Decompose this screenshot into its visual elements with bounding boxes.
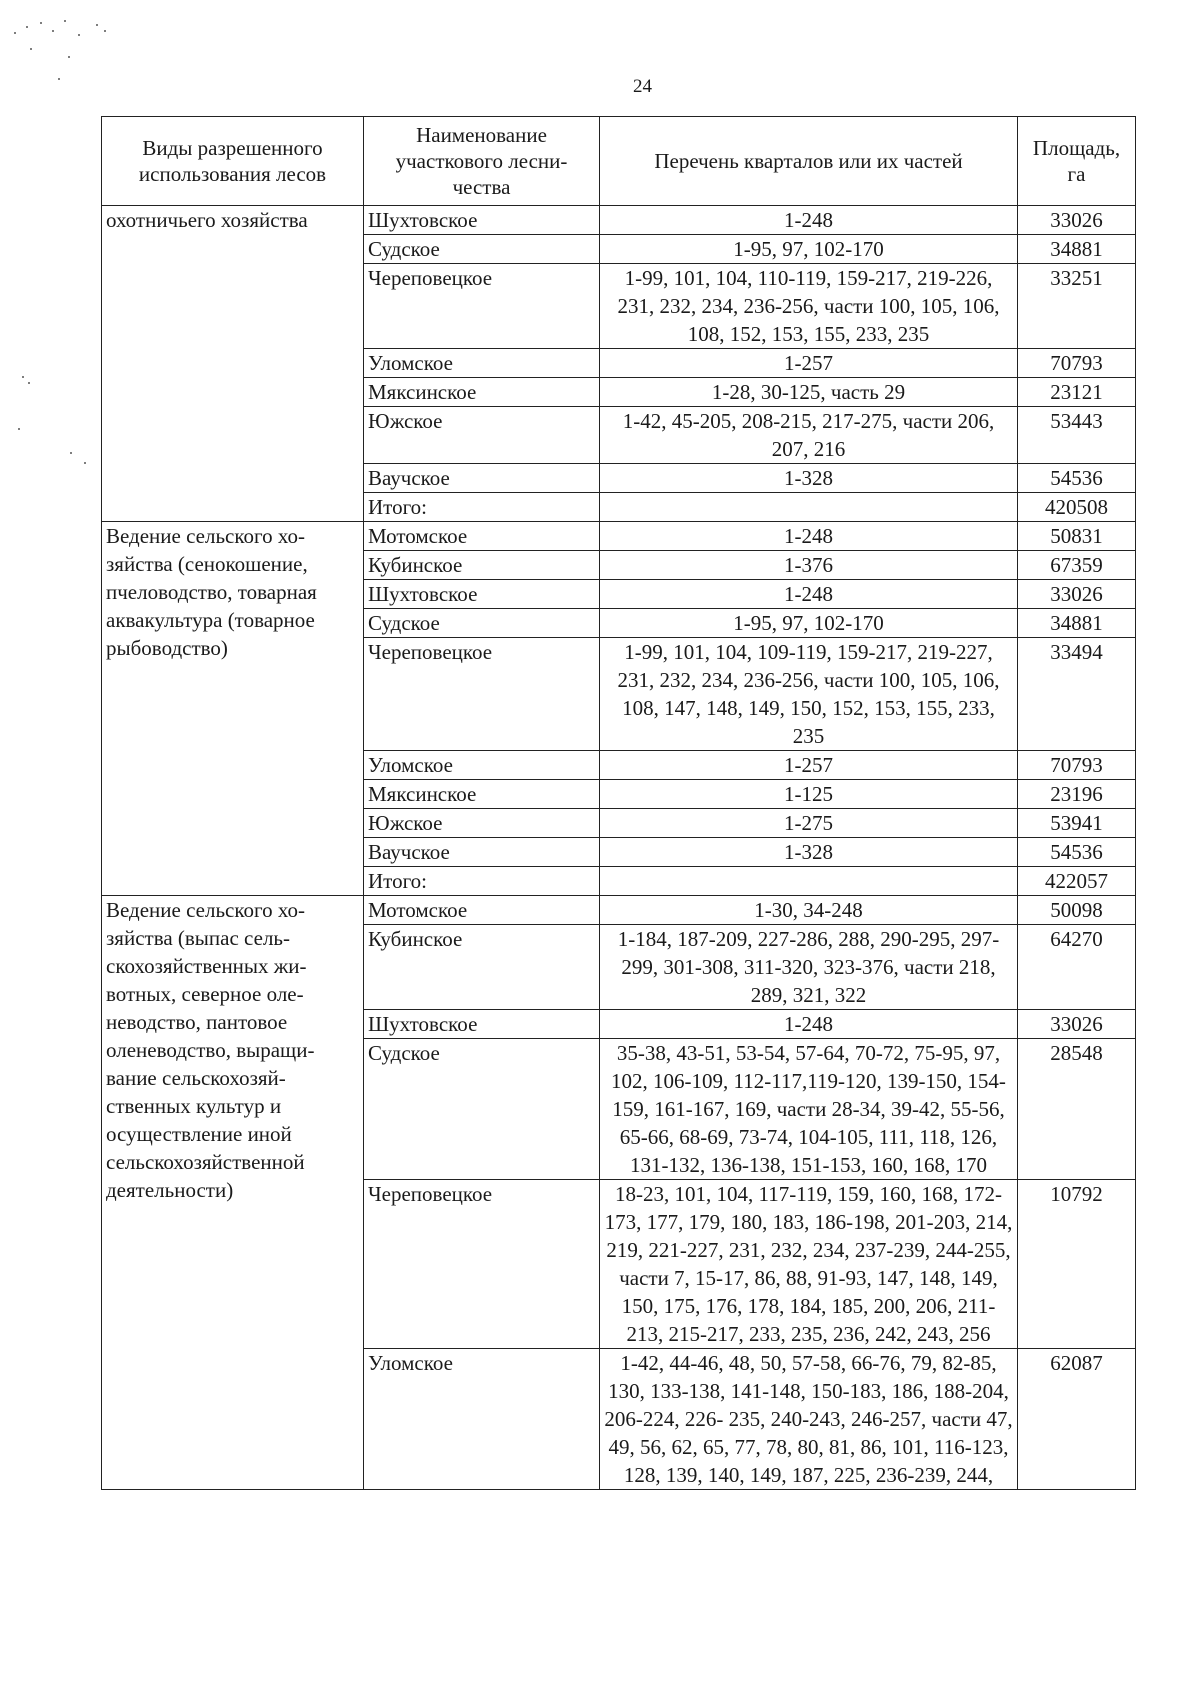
area-cell: 50098 xyxy=(1018,896,1136,925)
quarters-cell: 1-42, 45-205, 208-215, 217-275, части 206, 207, 216 xyxy=(600,407,1018,464)
area-cell: 67359 xyxy=(1018,551,1136,580)
quarters-cell: 1-95, 97, 102-170 xyxy=(600,609,1018,638)
header-area: Площадь, га xyxy=(1018,117,1136,206)
area-cell: 64270 xyxy=(1018,925,1136,1010)
quarters-cell: 1-257 xyxy=(600,349,1018,378)
area-cell: 53941 xyxy=(1018,809,1136,838)
quarters-cell: 1-184, 187-209, 227-286, 288, 290-295, 297-299, 301-308, 311-320, 323-376, части 218, 289, 321, 322 xyxy=(600,925,1018,1010)
area-cell: 54536 xyxy=(1018,838,1136,867)
total-area: 420508 xyxy=(1018,493,1136,522)
total-label: Итого: xyxy=(364,867,600,896)
area-cell: 54536 xyxy=(1018,464,1136,493)
total-label: Итого: xyxy=(364,493,600,522)
forestry-cell: Шухтовское xyxy=(364,206,600,235)
quarters-cell: 1-99, 101, 104, 109-119, 159-217, 219-227, 231, 232, 234, 236-256, части 100, 105, 106, 108, 147, 148, 149, 150, 152, 153, 155, 233, 235 xyxy=(600,638,1018,751)
table-body xyxy=(102,206,1136,1490)
quarters-cell: 1-125 xyxy=(600,780,1018,809)
quarters-cell: 1-248 xyxy=(600,1010,1018,1039)
forestry-cell: Судское xyxy=(364,609,600,638)
area-cell: 34881 xyxy=(1018,609,1136,638)
forestry-cell: Череповецкое xyxy=(364,264,600,349)
forestry-cell: Кубинское xyxy=(364,551,600,580)
area-cell: 23196 xyxy=(1018,780,1136,809)
area-cell: 50831 xyxy=(1018,522,1136,551)
use-type-cell: охотничьего хозяйства xyxy=(102,206,364,522)
quarters-cell: 1-30, 34-248 xyxy=(600,896,1018,925)
forestry-cell: Мотомское xyxy=(364,522,600,551)
area-cell: 10792 xyxy=(1018,1180,1136,1349)
forestry-cell: Шухтовское xyxy=(364,580,600,609)
forestry-cell: Мяксинское xyxy=(364,780,600,809)
quarters-cell: 1-376 xyxy=(600,551,1018,580)
quarters-cell: 1-328 xyxy=(600,464,1018,493)
area-cell: 23121 xyxy=(1018,378,1136,407)
forestry-cell: Череповецкое xyxy=(364,1180,600,1349)
forestry-cell: Ваучское xyxy=(364,464,600,493)
forestry-cell: Уломское xyxy=(364,751,600,780)
area-cell: 70793 xyxy=(1018,349,1136,378)
quarters-cell: 1-248 xyxy=(600,522,1018,551)
page-number: 24 xyxy=(633,76,652,97)
forestry-cell: Уломское xyxy=(364,1349,600,1490)
forestry-cell: Ваучское xyxy=(364,838,600,867)
quarters-cell: 1-28, 30-125, часть 29 xyxy=(600,378,1018,407)
forestry-cell: Череповецкое xyxy=(364,638,600,751)
header-forestry: Наименование участкового лесни-чества xyxy=(364,117,600,206)
forestry-cell: Кубинское xyxy=(364,925,600,1010)
forestry-cell: Судское xyxy=(364,235,600,264)
table-row xyxy=(102,206,1136,235)
header-quarters: Перечень кварталов или их частей xyxy=(600,117,1018,206)
forestry-cell: Мяксинское xyxy=(364,378,600,407)
quarters-cell: 1-99, 101, 104, 110-119, 159-217, 219-226, 231, 232, 234, 236-256, части 100, 105, 106, 108, 152, 153, 155, 233, 235 xyxy=(600,264,1018,349)
forestry-cell: Южское xyxy=(364,809,600,838)
quarters-cell: 1-95, 97, 102-170 xyxy=(600,235,1018,264)
quarters-cell xyxy=(600,867,1018,896)
area-cell: 33251 xyxy=(1018,264,1136,349)
header-use-type: Виды разрешенного использования лесов xyxy=(102,117,364,206)
quarters-cell: 1-275 xyxy=(600,809,1018,838)
table-row xyxy=(102,896,1136,925)
total-area: 422057 xyxy=(1018,867,1136,896)
header-row xyxy=(102,117,1136,206)
quarters-cell: 18-23, 101, 104, 117-119, 159, 160, 168, 172-173, 177, 179, 180, 183, 186-198, 201-203, 214, 219, 221-227, 231, 232, 234, 237-239, 244-255, части 7, 15-17, 86, 88, 91-93, 147, 148, 149, 150, 175, 176, 178, 184, 185, 200, 206, 211-213, 215-217, 233, 235, 236, 242, 243, 256 xyxy=(600,1180,1018,1349)
area-cell: 33026 xyxy=(1018,206,1136,235)
quarters-cell: 1-248 xyxy=(600,206,1018,235)
forestry-cell: Судское xyxy=(364,1039,600,1180)
forestry-cell: Мотомское xyxy=(364,896,600,925)
area-cell: 33494 xyxy=(1018,638,1136,751)
quarters-cell: 1-248 xyxy=(600,580,1018,609)
forestry-cell: Шухтовское xyxy=(364,1010,600,1039)
quarters-cell: 1-42, 44-46, 48, 50, 57-58, 66-76, 79, 82-85, 130, 133-138, 141-148, 150-183, 186, 188-204, 206-224, 226- 235, 240-243, 246-257, части 47, 49, 56, 62, 65, 77, 78, 80, 81, 86, 101, 116-123, 128, 139, 140, 149, 187, 225, 236-239, 244, xyxy=(600,1349,1018,1490)
use-type-cell: Ведение сельского хо-зяйства (сенокошение, пчеловодство, товарная аквакультура (товарное рыбоводство) xyxy=(102,522,364,896)
area-cell: 53443 xyxy=(1018,407,1136,464)
area-cell: 33026 xyxy=(1018,580,1136,609)
quarters-cell: 1-257 xyxy=(600,751,1018,780)
forestry-cell: Южское xyxy=(364,407,600,464)
quarters-cell: 35-38, 43-51, 53-54, 57-64, 70-72, 75-95, 97, 102, 106-109, 112-117,119-120, 139-150, 154-159, 161-167, 169, части 28-34, 39-42, 55-56, 65-66, 68-69, 73-74, 104-105, 111, 118, 126, 131-132, 136-138, 151-153, 160, 168, 170 xyxy=(600,1039,1018,1180)
area-cell: 33026 xyxy=(1018,1010,1136,1039)
area-cell: 70793 xyxy=(1018,751,1136,780)
quarters-cell: 1-328 xyxy=(600,838,1018,867)
permitted-use-table xyxy=(101,116,1136,1490)
quarters-cell xyxy=(600,493,1018,522)
area-cell: 34881 xyxy=(1018,235,1136,264)
table-row xyxy=(102,522,1136,551)
area-cell: 28548 xyxy=(1018,1039,1136,1180)
forestry-cell: Уломское xyxy=(364,349,600,378)
area-cell: 62087 xyxy=(1018,1349,1136,1490)
use-type-cell: Ведение сельского хо-зяйства (выпас сель-скохозяйственных жи-вотных, северное оле-неводство, пантовое оленеводство, выращи-вание сельскохозяй-ственных культур и осуществление иной сельскохозяйственной деятельности) xyxy=(102,896,364,1490)
